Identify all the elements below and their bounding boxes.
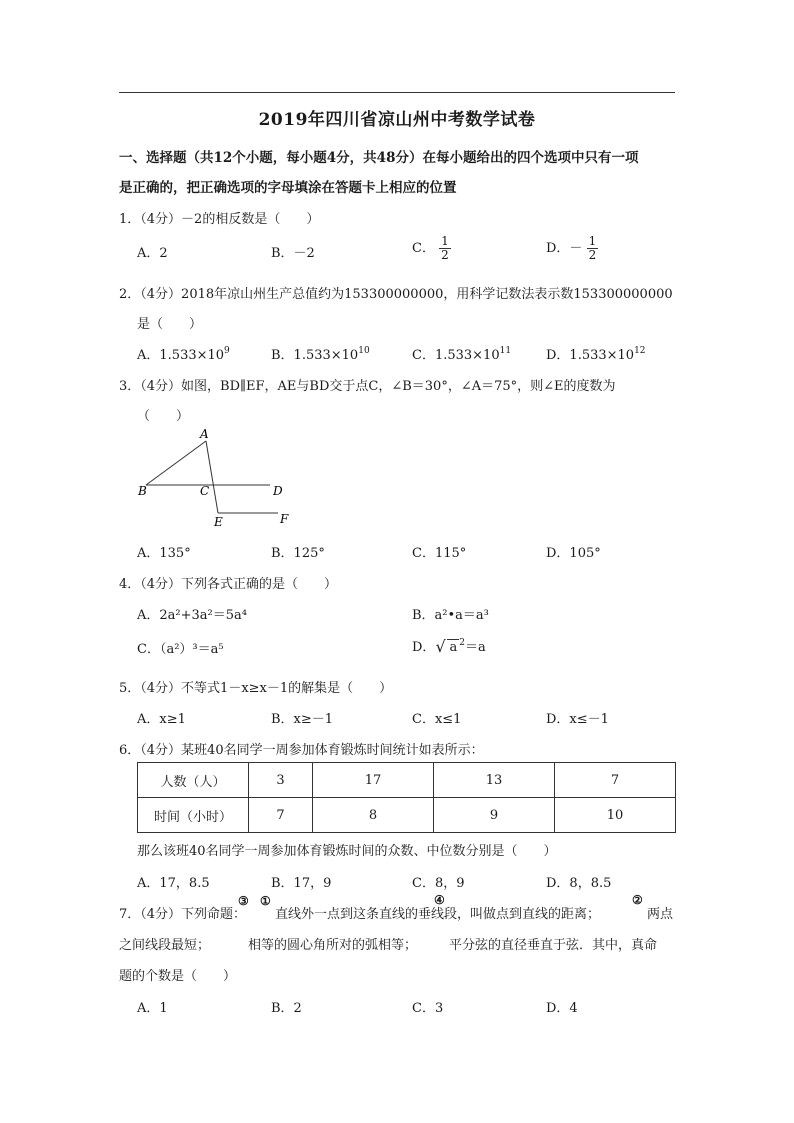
label-e: E bbox=[214, 515, 223, 529]
q4-stem: 4．（4分）下列各式正确的是（ ） bbox=[119, 577, 338, 592]
table-row bbox=[138, 763, 676, 798]
q7-line2-c: 平分弦的直径垂直于弦．其中，真命 bbox=[449, 938, 658, 953]
q1-option-c-prefix: C． bbox=[412, 241, 435, 256]
q7-circled-3: ③ bbox=[238, 894, 249, 908]
q2-option-b bbox=[271, 344, 370, 363]
fraction-denominator: 2 bbox=[588, 248, 597, 262]
q1-stem: 1．（4分）－2的相反数是（ ） bbox=[119, 212, 320, 227]
q2-option-d bbox=[546, 344, 646, 363]
q2-option-a-exponent: 9 bbox=[224, 346, 230, 356]
q3-option-c: C．115° bbox=[412, 546, 467, 561]
q4-option-c: C．（a²）³＝a⁵ bbox=[137, 642, 224, 657]
section-heading-line1: 一、选择题（共12个小题，每小题4分，共48分）在每小题给出的四个选项中只有一项 bbox=[119, 150, 639, 166]
header-rule bbox=[119, 92, 675, 93]
q5-option-a: A．x≥1 bbox=[137, 712, 186, 727]
q6-option-d: D．8，8.5 bbox=[546, 876, 612, 891]
q2-option-a-base: A．1.533×10 bbox=[137, 348, 225, 363]
table-row bbox=[138, 798, 676, 833]
q7-line2-a: 之间线段最短； bbox=[119, 938, 211, 953]
q3-option-a: A．135° bbox=[137, 546, 191, 561]
table-cell: 13 bbox=[433, 763, 554, 798]
q3-option-d: D．105° bbox=[546, 546, 601, 561]
label-f: F bbox=[280, 512, 289, 526]
q3-stem-line1 bbox=[119, 375, 616, 394]
label-b: B bbox=[138, 484, 147, 498]
q3-stem-prefix: 3．（4分）如图， bbox=[119, 379, 221, 394]
q2-option-d-exponent: 12 bbox=[634, 346, 646, 356]
q2-option-c-exponent: 11 bbox=[499, 346, 512, 356]
q2-stem-line2: 是（ ） bbox=[137, 317, 203, 332]
table-cell: 9 bbox=[433, 798, 554, 833]
table-cell: 17 bbox=[313, 763, 434, 798]
q2-option-a bbox=[137, 344, 230, 363]
q4-option-d bbox=[412, 636, 486, 655]
q4-option-b: B．a²•a＝a³ bbox=[412, 608, 489, 623]
q7-line3: 题的个数是（ ） bbox=[119, 969, 237, 984]
q7-option-c: C．3 bbox=[412, 1001, 444, 1016]
table-cell: 10 bbox=[554, 798, 675, 833]
fraction-numerator: 1 bbox=[588, 234, 597, 248]
q6-option-b: B．17，9 bbox=[271, 876, 332, 891]
q7-circled-2: ② bbox=[632, 893, 643, 907]
q1-option-c-fraction bbox=[439, 235, 451, 262]
q6-followup: 那么该班40名同学一周参加体育锻炼时间的众数、中位数分别是（ ） bbox=[137, 844, 557, 859]
table-cell: 3 bbox=[249, 763, 313, 798]
q4-option-d-prefix: D． bbox=[412, 640, 436, 655]
q2-stem-line1: 2．（4分）2018年凉山州生产总值约为153300000000，用科学记数法表示数153300000000 bbox=[119, 287, 673, 302]
q2-option-b-base: B．1.533×10 bbox=[271, 348, 359, 363]
q2-option-c-base: C．1.533×10 bbox=[412, 348, 500, 363]
label-a: A bbox=[200, 427, 209, 441]
q7-circled-4: ④ bbox=[434, 893, 445, 907]
section-heading-line2: 是正确的，把正确选项的字母填涂在答题卡上相应的位置 bbox=[119, 180, 457, 196]
q1-option-d bbox=[546, 235, 598, 262]
q6-table bbox=[137, 762, 676, 833]
radicand-exponent: 2 bbox=[459, 638, 465, 648]
q2-option-c bbox=[412, 344, 511, 363]
q2-option-b-exponent: 10 bbox=[358, 346, 370, 356]
page-title: 2019年四川省凉山州中考数学试卷 bbox=[258, 110, 536, 130]
table-cell: 7 bbox=[249, 798, 313, 833]
q1-option-b: B．－2 bbox=[271, 246, 315, 261]
q4-option-d-rest: ＝a bbox=[464, 640, 486, 655]
label-c: C bbox=[200, 484, 210, 498]
q1-option-d-prefix: D．－ bbox=[546, 241, 583, 256]
q3-stem-rest: BD∥EF，AE与BD交于点C，∠B＝30°，∠A＝75°，则∠E的度数为 bbox=[220, 379, 616, 394]
q5-stem: 5．（4分）不等式1－x≥x－1的解集是（ ） bbox=[119, 681, 393, 696]
q3-option-b: B．125° bbox=[271, 546, 325, 561]
q6-stem: 6．（4分）某班40名同学一周参加体育锻炼时间统计如表所示： bbox=[119, 743, 484, 758]
q5-option-c: C．x≤1 bbox=[412, 712, 462, 727]
q2-option-d-base: D．1.533×10 bbox=[546, 348, 635, 363]
radical-sign: √ a bbox=[435, 637, 458, 656]
q7-circled-1: ① bbox=[260, 894, 271, 908]
q4-option-a: A．2a²+3a²＝5a⁴ bbox=[137, 608, 247, 623]
q1-option-a: A．2 bbox=[137, 246, 168, 261]
q3-stem-line2: （ ） bbox=[137, 409, 190, 424]
q6-option-a: A．17，8.5 bbox=[137, 876, 210, 891]
q7-line1-end: 两点 bbox=[647, 907, 674, 922]
table-cell: 时间（小时） bbox=[138, 798, 249, 833]
segment-ba bbox=[146, 441, 206, 485]
q1-option-d-fraction bbox=[587, 235, 599, 262]
q7-option-d: D．4 bbox=[546, 1001, 578, 1016]
q6-option-c: C．8，9 bbox=[412, 876, 465, 891]
q7-line1-middle: 直线外一点到这条直线的垂线段，叫做点到直线的距离； bbox=[275, 907, 601, 922]
fraction-denominator: 2 bbox=[441, 248, 449, 262]
q7-option-a: A．1 bbox=[137, 1001, 168, 1016]
table-cell: 人数（人） bbox=[138, 763, 249, 798]
q7-line2-b: 相等的圆心角所对的弧相等； bbox=[248, 938, 418, 953]
q1-option-c bbox=[412, 235, 451, 262]
q7-line1-start: 7．（4分）下列命题： bbox=[119, 907, 247, 922]
table-cell: 8 bbox=[313, 798, 434, 833]
q5-option-d: D．x≤－1 bbox=[546, 712, 609, 727]
segment-ae bbox=[206, 441, 218, 513]
fraction-numerator: 1 bbox=[441, 234, 449, 248]
label-d: D bbox=[273, 484, 283, 498]
q7-option-b: B．2 bbox=[271, 1001, 302, 1016]
q5-option-b: B．x≥－1 bbox=[271, 712, 334, 727]
radicand: a bbox=[449, 640, 458, 655]
table-cell: 7 bbox=[554, 763, 675, 798]
q3-figure bbox=[130, 425, 300, 535]
